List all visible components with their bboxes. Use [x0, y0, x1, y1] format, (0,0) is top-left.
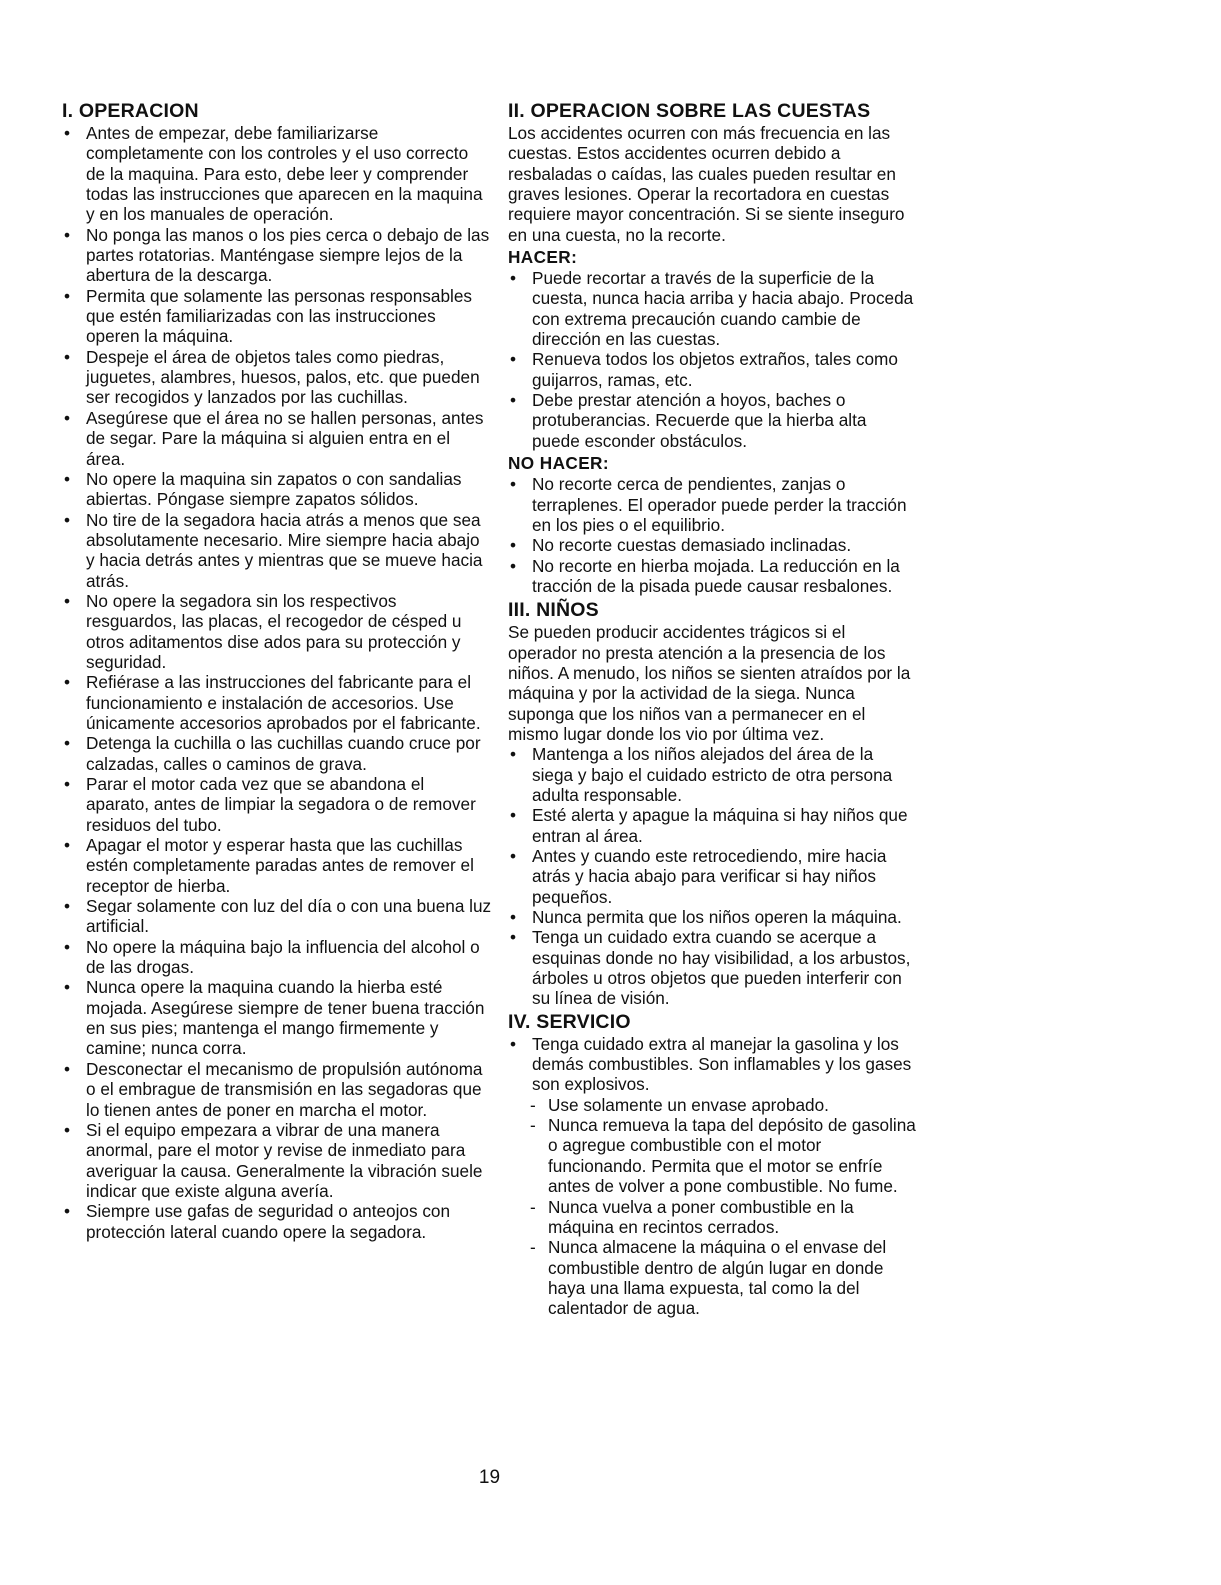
section-title-servicio: IV. SERVICIO [508, 1010, 631, 1033]
list-item: • Antes de empezar, debe familiarizarse completamente con los controles y el uso correcto de la maquina. Para esto, debe leer y comprender todas las instrucciones que aparecen en la maquina y en los manuales de operación. [62, 123, 492, 225]
list-item: • Nunca permita que los niños operen la máquina. [508, 907, 918, 927]
section-title-cuestas: II. OPERACION SOBRE LAS CUESTAS [508, 100, 871, 122]
list-item: • No tire de la segadora hacia atrás a menos que sea absolutamente necesario. Mire siempre hacia abajo y hacia detrás antes y mientras que se mueve hacia atrás. [62, 510, 492, 591]
list-item: • Segar solamente con luz del día o con una buena luz artificial. [62, 896, 492, 937]
list-item: • No opere la maquina sin zapatos o con sandalias abiertas. Póngase siempre zapatos sólidos. [62, 469, 492, 510]
left-column [62, 100, 492, 1242]
cuestas-intro: Los accidentes ocurren con más frecuencia en las cuestas. Estos accidentes ocurren debido a resbaladas o caídas, las cuales pueden resultar en graves lesiones. Operar la recortadora en cuestas requiere mayor concentración. Si se siente inseguro en una cuesta, no la recorte. [508, 123, 905, 245]
no-hacer-heading: NO HACER: [508, 453, 609, 474]
list-item: - Nunca remueva la tapa del depósito de gasolina o agregue combustible con el motor funcionando. Permita que el motor se enfríe antes de volver a pone combustible. No fume. [528, 1115, 918, 1196]
list-item: • Asegúrese que el área no se hallen personas, antes de segar. Pare la máquina si alguien entra en el área. [62, 408, 492, 469]
list-item: - Nunca vuelva a poner combustible en la máquina en recintos cerrados. [528, 1197, 918, 1238]
right-column [508, 100, 918, 1319]
page-number: 19 [478, 1467, 501, 1488]
list-item: - Use solamente un envase aprobado. [528, 1095, 918, 1115]
list-item: - Nunca almacene la máquina o el envase del combustible dentro de algún lugar en donde haya una llama expuesta, tal como la del calentador de agua. [528, 1237, 918, 1318]
list-item: • Refiérase a las instrucciones del fabricante para el funcionamiento e instalación de accesorios. Use únicamente accesorios aprobados por el fabricante. [62, 672, 492, 733]
list-item: • No ponga las manos o los pies cerca o debajo de las partes rotatorias. Manténgase siempre lejos de la abertura de la descarga. [62, 225, 492, 286]
list-item: • No opere la máquina bajo la influencia del alcohol o de las drogas. [62, 937, 492, 978]
hacer-bullet-list [508, 268, 918, 451]
list-item: • Mantenga a los niños alejados del área de la siega y bajo el cuidado estricto de otra persona adulta responsable. [508, 744, 918, 805]
list-item: • Esté alerta y apague la máquina si hay niños que entran al área. [508, 805, 918, 846]
list-item: • No recorte en hierba mojada. La reducción en la tracción de la pisada puede causar resbalones. [508, 556, 918, 597]
list-item: • Antes y cuando este retrocediendo, mire hacia atrás y hacia abajo para verificar si hay niños pequeños. [508, 846, 918, 907]
list-item: • No opere la segadora sin los respectivos resguardos, las placas, el recogedor de césped u otros aditamentos dise ados para su protección y seguridad. [62, 591, 492, 672]
servicio-bullet-list [508, 1034, 918, 1095]
list-item: • Detenga la cuchilla o las cuchillas cuando cruce por calzadas, calles o caminos de grava. [62, 733, 492, 774]
hacer-heading: HACER: [508, 247, 578, 268]
list-item: • Siempre use gafas de seguridad o anteojos con protección lateral cuando opere la segadora. [62, 1201, 492, 1242]
list-item: • Tenga un cuidado extra cuando se acerque a esquinas donde no hay visibilidad, a los arbustos, árboles u otros objetos que pueden interferir con su línea de visión. [508, 927, 918, 1008]
list-item: • Permita que solamente las personas responsables que estén familiarizadas con las instrucciones operen la máquina. [62, 286, 492, 347]
list-item: • Desconectar el mecanismo de propulsión autónoma o el embrague de transmisión en las segadoras que lo tienen antes de poner en marcha el motor. [62, 1059, 492, 1120]
list-item: • No recorte cuestas demasiado inclinadas. [508, 535, 918, 555]
list-item: • Parar el motor cada vez que se abandona el aparato, antes de limpiar la segadora o de remover residuos del tubo. [62, 774, 492, 835]
list-item: • Tenga cuidado extra al manejar la gasolina y los demás combustibles. Son inflamables y los gases son explosivos. [508, 1034, 918, 1095]
section-title-operacion: I. OPERACION [62, 100, 199, 122]
operacion-bullet-list [62, 123, 492, 1242]
list-item: • Si el equipo empezara a vibrar de una manera anormal, pare el motor y revise de inmediato para averiguar la causa. Generalmente la vibración suele indicar que existe alguna avería. [62, 1120, 492, 1201]
list-item: • Debe prestar atención a hoyos, baches o protuberancias. Recuerde que la hierba alta puede esconder obstáculos. [508, 390, 918, 451]
ninos-bullet-list [508, 744, 918, 1008]
list-item: • Renueva todos los objetos extraños, tales como guijarros, ramas, etc. [508, 349, 918, 390]
list-item: • Apagar el motor y esperar hasta que las cuchillas estén completamente paradas antes de remover el receptor de hierba. [62, 835, 492, 896]
list-item: • Nunca opere la maquina cuando la hierba esté mojada. Asegúrese siempre de tener buena tracción en sus pies; mantenga el mango firmemente y camine; nunca corra. [62, 977, 492, 1058]
ninos-intro: Se pueden producir accidentes trágicos si el operador no presta atención a la presencia de los niños. A menudo, los niños se sienten atraídos por la máquina y por la actividad de la siega. Nunca suponga que los niños van a permanecer en el mismo lugar donde los vio por última vez. [508, 622, 911, 744]
no-hacer-bullet-list [508, 474, 918, 596]
list-item: • No recorte cerca de pendientes, zanjas o terraplenes. El operador puede perder la tracción en los pies o el equilibrio. [508, 474, 918, 535]
servicio-dash-list [528, 1095, 918, 1319]
list-item: • Puede recortar a través de la superficie de la cuesta, nunca hacia arriba y hacia abajo. Proceda con extrema precaución cuando cambie de dirección en las cuestas. [508, 268, 918, 349]
section-title-ninos: III. NIÑOS [508, 599, 599, 622]
list-item: • Despeje el área de objetos tales como piedras, juguetes, alambres, huesos, palos, etc. que pueden ser recogidos y lanzados por las cuchillas. [62, 347, 492, 408]
